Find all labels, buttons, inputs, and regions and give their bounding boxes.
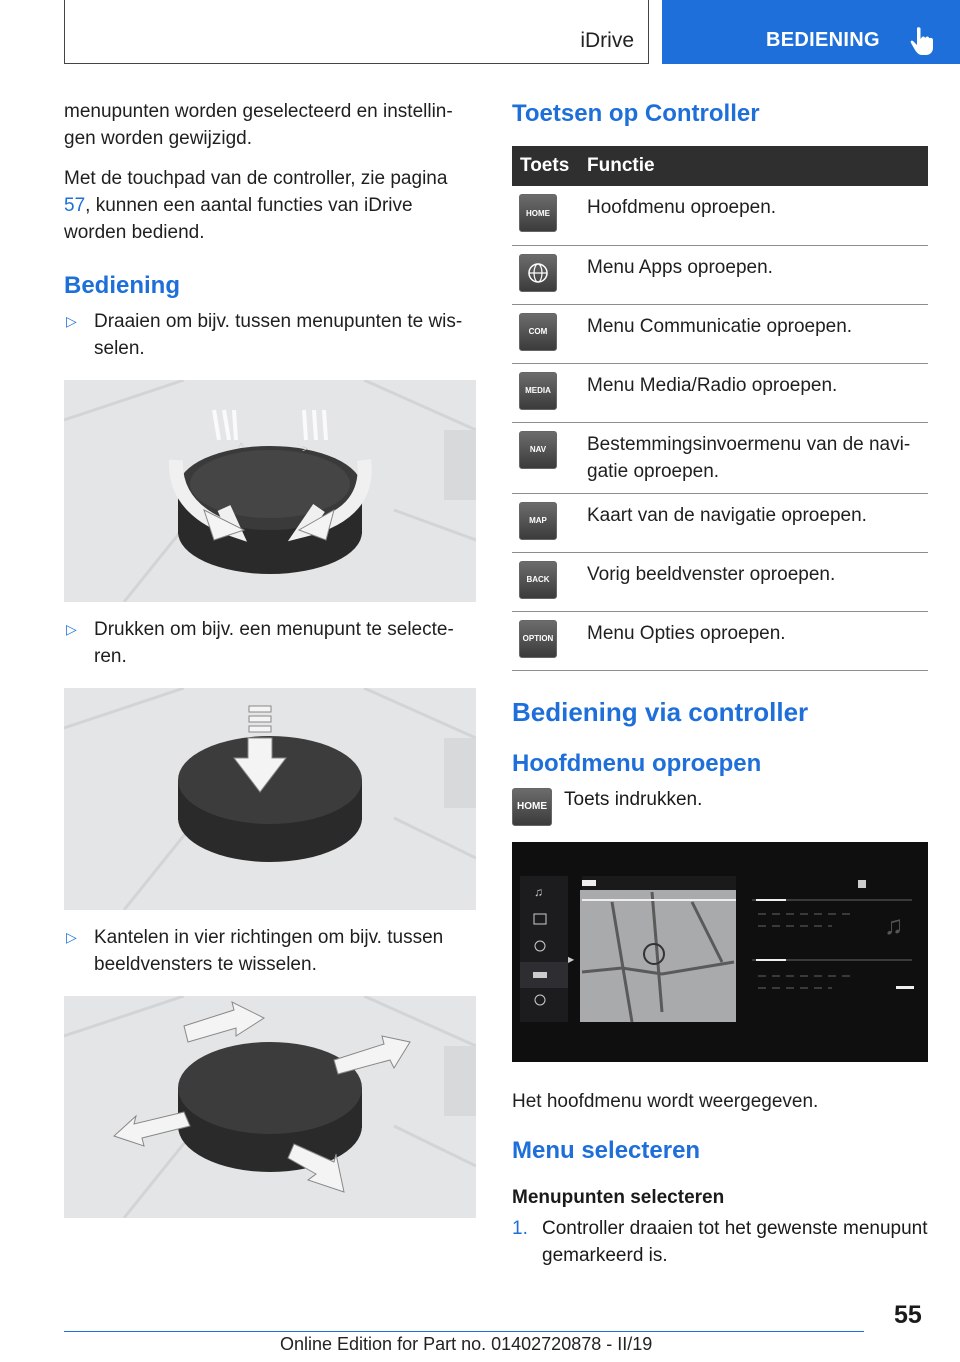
footer-rule bbox=[64, 1331, 864, 1332]
nav-key-icon: NAV bbox=[519, 431, 557, 469]
footer-edition: Online Edition for Part no. 01402720878 - II/19 bbox=[280, 1334, 653, 1354]
touchpad-paragraph: Met de touchpad van de controller, zie pagina 57, kunnen een aantal functies van iDrive worden bediend. bbox=[64, 168, 448, 243]
table-row bbox=[512, 611, 928, 670]
table-row bbox=[512, 304, 928, 363]
bullet-triangle-icon: ▷ bbox=[66, 313, 77, 329]
globe-icon bbox=[519, 254, 557, 292]
bullet-triangle-icon: ▷ bbox=[66, 929, 77, 945]
back-key-icon: BACK bbox=[519, 561, 557, 599]
table-row bbox=[512, 245, 928, 304]
table-header-row bbox=[512, 146, 928, 186]
map-key-icon: MAP bbox=[519, 502, 557, 540]
right-column bbox=[512, 100, 928, 1269]
press-text: Toets indrukken. bbox=[564, 788, 703, 810]
row-function: Vorig beeldvenster oproepen. bbox=[579, 552, 928, 611]
row-function: Menu Opties oproepen. bbox=[579, 611, 928, 670]
row-function: Menu Media/Radio oproepen. bbox=[579, 363, 928, 422]
svg-text:♫: ♫ bbox=[884, 909, 904, 940]
step-number: 1. bbox=[512, 1217, 528, 1239]
step-text: Controller draaien tot het gewenste menupunt gemarkeerd is. bbox=[542, 1217, 928, 1266]
bullet-tilt: ▷ Kantelen in vier richtingen om bijv. tussen beeldvensters te wisselen. bbox=[64, 924, 474, 978]
hand-pointer-icon bbox=[910, 26, 934, 56]
step-1 bbox=[512, 1215, 928, 1269]
svg-text:^: ^ bbox=[239, 442, 244, 453]
press-instruction bbox=[512, 788, 928, 826]
row-function: Menu Apps oproepen. bbox=[579, 245, 928, 304]
table-row bbox=[512, 552, 928, 611]
section-heading-bediening: Bediening bbox=[64, 272, 181, 299]
intro-paragraph: menupunten worden geselecteerd en instellingen worden gewijzigd. bbox=[64, 101, 453, 149]
com-key-icon: COM bbox=[519, 313, 557, 351]
media-key-icon: MEDIA bbox=[519, 372, 557, 410]
table-row bbox=[512, 493, 928, 552]
bold-subheading: Menupunten selecteren bbox=[512, 1186, 725, 1208]
table-row bbox=[512, 363, 928, 422]
subheading-menu-selecteren: Menu selecteren bbox=[512, 1136, 701, 1164]
idrive-main-menu-screenshot bbox=[512, 842, 928, 1062]
row-function: Hoofdmenu oproepen. bbox=[579, 186, 928, 245]
left-column bbox=[64, 98, 474, 1218]
bullet-rotate: ▷ Draaien om bijv. tussen menupunten te wisselen. bbox=[64, 308, 474, 362]
bullet-triangle-icon: ▷ bbox=[66, 621, 77, 637]
home-key-icon: HOME bbox=[512, 788, 552, 826]
row-function: Menu Communicatie oproepen. bbox=[579, 304, 928, 363]
row-function: Kaart van de navigatie oproepen. bbox=[579, 493, 928, 552]
main-menu-shown-text: Het hoofdmenu wordt weergegeven. bbox=[512, 1090, 819, 1112]
section-tab-label: BEDIENING bbox=[766, 29, 880, 51]
svg-text:>: > bbox=[302, 444, 308, 455]
table-row bbox=[512, 186, 928, 245]
svg-text:♫: ♫ bbox=[534, 884, 543, 899]
chapter-title: iDrive bbox=[580, 29, 634, 52]
table-heading: Toetsen op Controller bbox=[512, 100, 760, 127]
controller-tilt-image bbox=[64, 996, 476, 1218]
page-number: 55 bbox=[894, 1301, 922, 1329]
column-header-key: Toets bbox=[512, 146, 579, 186]
column-header-function: Functie bbox=[579, 146, 928, 186]
subheading-hoofdmenu: Hoofdmenu oproepen bbox=[512, 749, 762, 777]
controller-keys-table bbox=[512, 146, 928, 671]
header-box bbox=[64, 0, 649, 64]
controller-rotate-image bbox=[64, 380, 476, 602]
controller-press-image bbox=[64, 688, 476, 910]
page-link[interactable]: 57 bbox=[64, 195, 86, 216]
home-key-icon: HOME bbox=[519, 194, 557, 232]
section-tab bbox=[662, 0, 960, 64]
option-key-icon: OPTION bbox=[519, 620, 557, 658]
svg-text:▶: ▶ bbox=[568, 954, 575, 964]
row-function: Bestemmingsinvoermenu van de navigatie oproepen. bbox=[579, 422, 928, 493]
bullet-press: ▷ Drukken om bijv. een menupunt te selecteren. bbox=[64, 616, 474, 670]
section-heading-controller: Bediening via controller bbox=[512, 696, 809, 727]
table-row bbox=[512, 422, 928, 493]
